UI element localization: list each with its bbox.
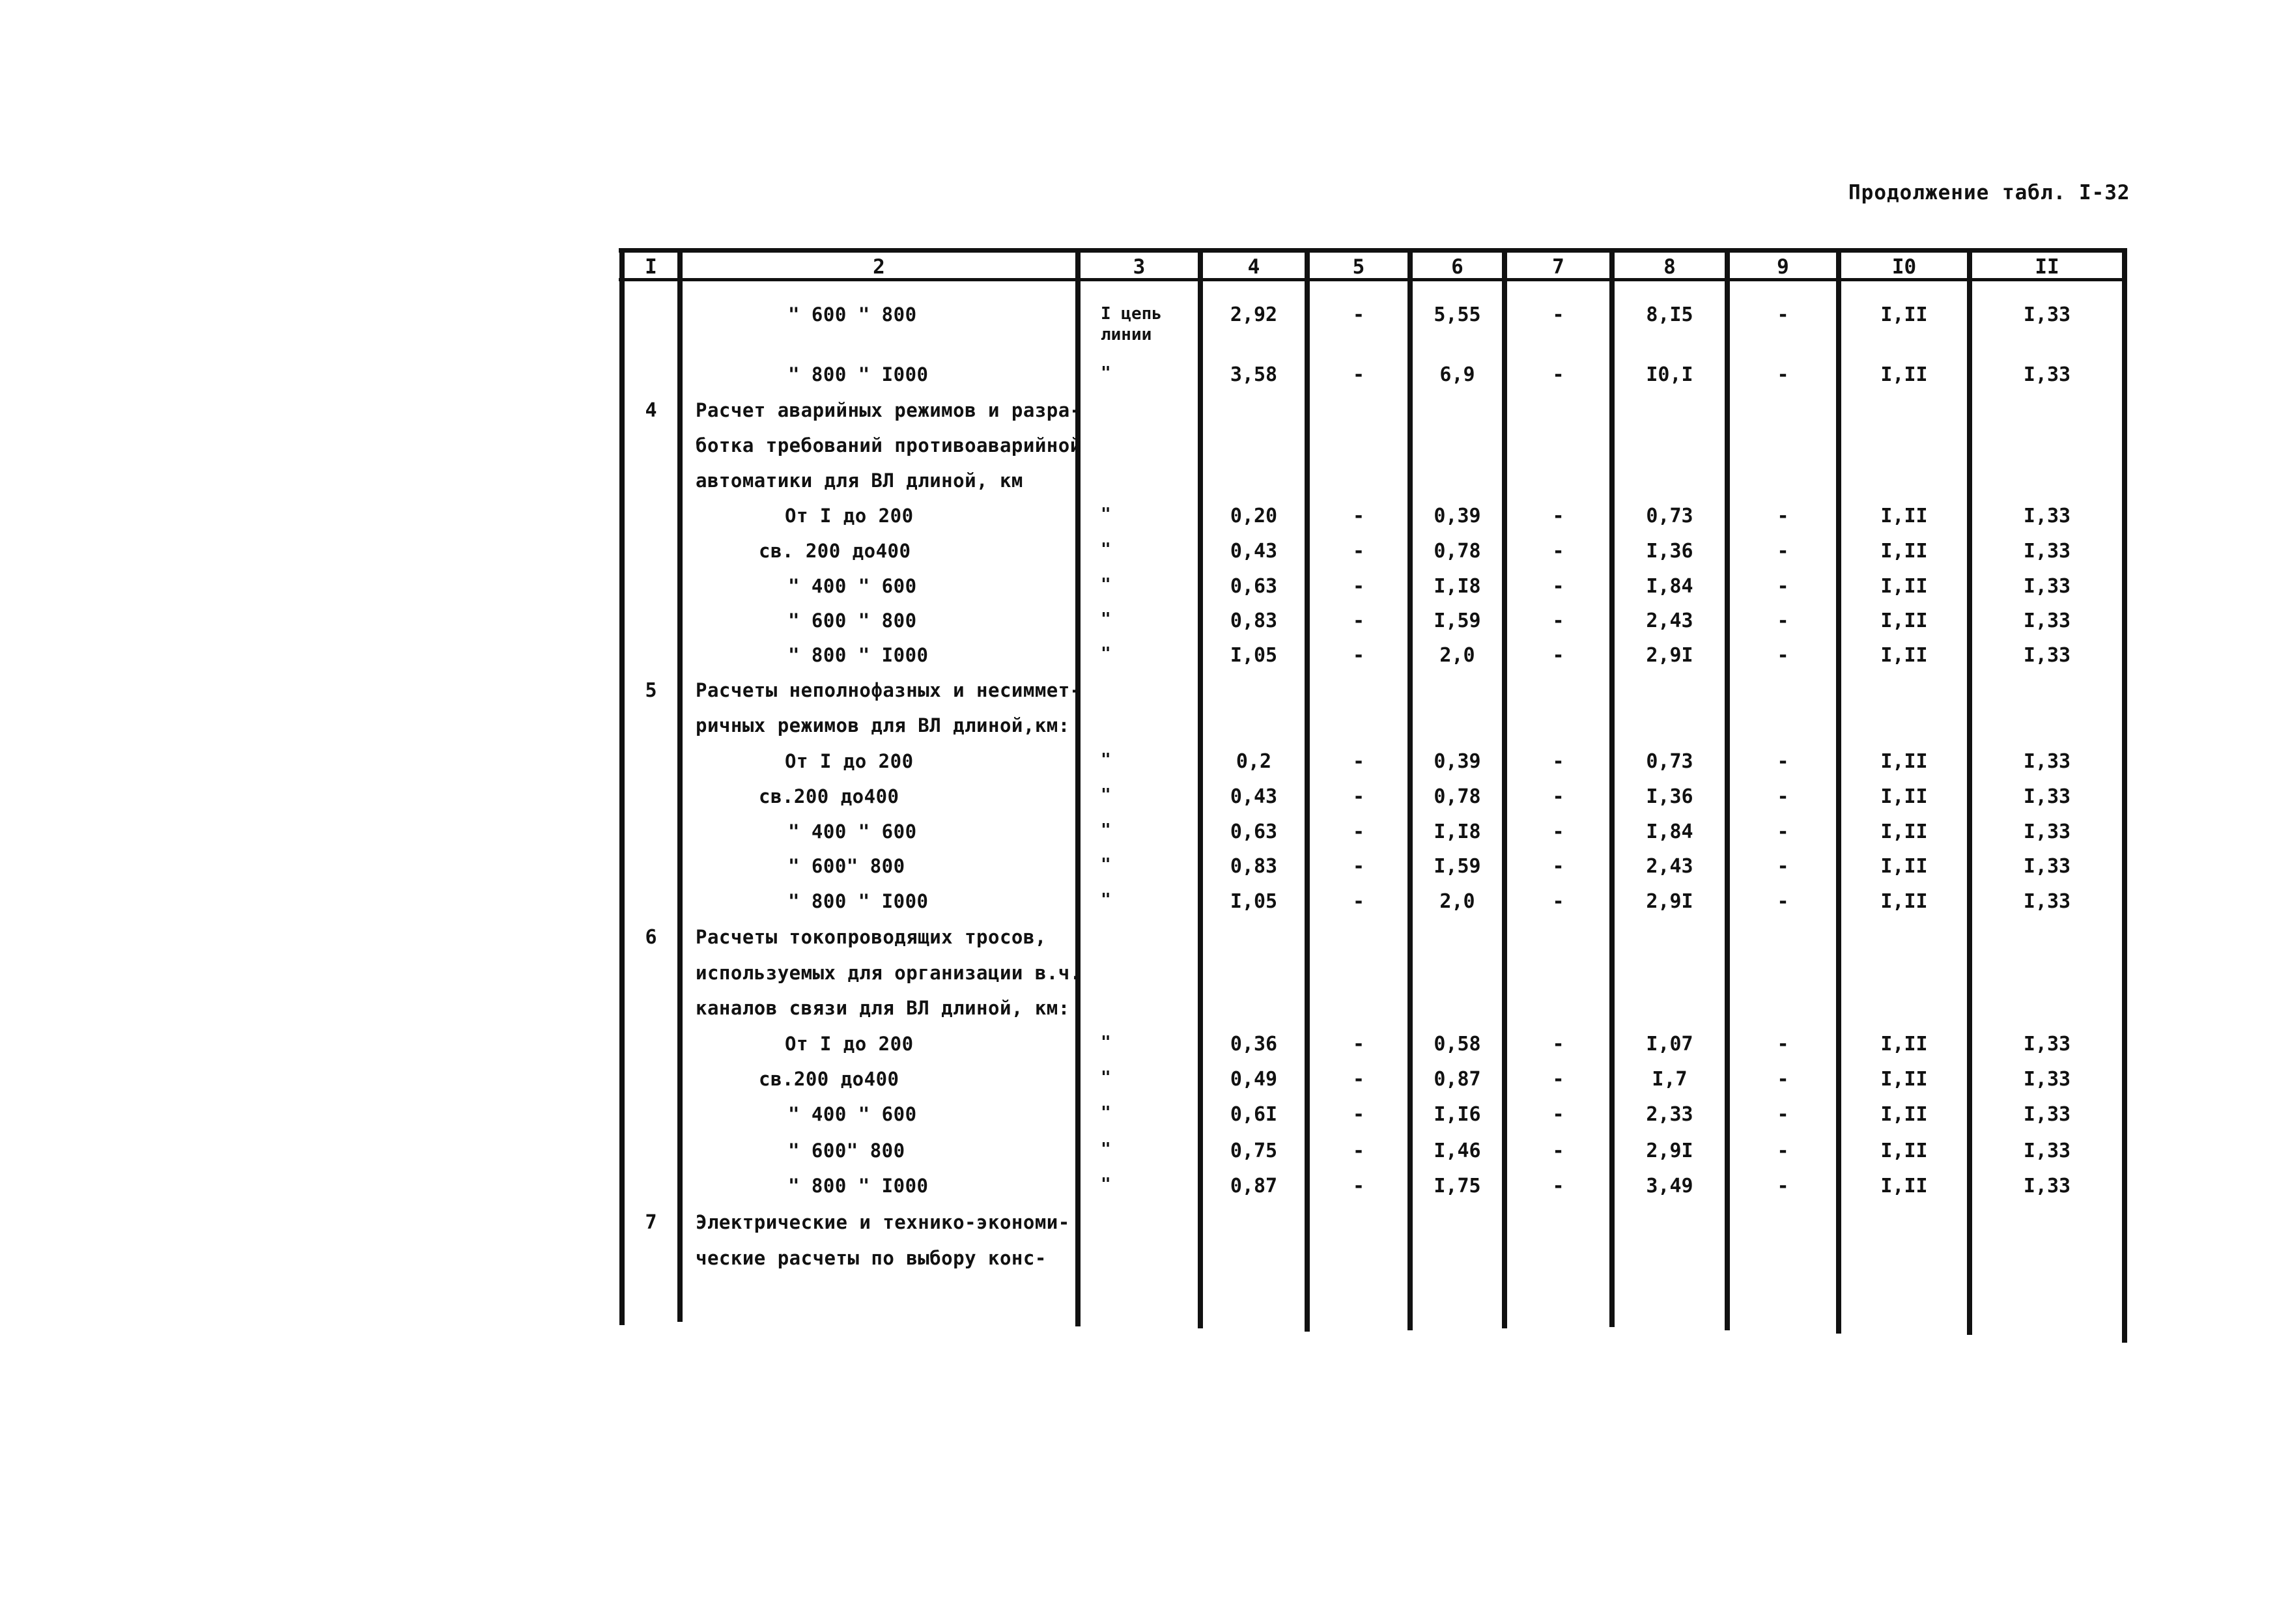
cell-col-7: - bbox=[1552, 644, 1564, 667]
cell-col-9: - bbox=[1777, 1103, 1789, 1126]
cell-col-10: I,II bbox=[1880, 855, 1928, 878]
column-header-4: 4 bbox=[1247, 255, 1260, 279]
cell-col-7: - bbox=[1552, 609, 1564, 632]
column-header-9: 9 bbox=[1777, 255, 1789, 279]
cell-col-8: 2,43 bbox=[1646, 609, 1693, 632]
cell-col-3: " bbox=[1101, 1068, 1111, 1087]
cell-col-10: I,II bbox=[1880, 1140, 1928, 1162]
cell-col-3: " bbox=[1101, 1140, 1111, 1159]
table-continuation-caption: Продолжение табл. I-32 bbox=[1848, 181, 2130, 204]
cell-col-7: - bbox=[1552, 303, 1564, 326]
cell-col-11: I,33 bbox=[2023, 1140, 2071, 1162]
cell-col-3: " bbox=[1101, 1175, 1111, 1194]
cell-col-10: I,II bbox=[1880, 1103, 1928, 1126]
cell-col-11: I,33 bbox=[2023, 1103, 2071, 1126]
cell-col-6: 2,0 bbox=[1439, 644, 1475, 667]
cell-col-6: 6,9 bbox=[1439, 363, 1475, 386]
cell-col-2: " 800 " I000 bbox=[788, 1175, 929, 1197]
cell-col-8: 8,I5 bbox=[1646, 303, 1693, 326]
cell-col-7: - bbox=[1552, 540, 1564, 563]
cell-col-5: - bbox=[1352, 1140, 1365, 1162]
cell-col-7: - bbox=[1552, 1068, 1564, 1091]
cell-col-2: " 600" 800 bbox=[788, 855, 905, 877]
cell-col-7: - bbox=[1552, 575, 1564, 598]
cell-col-6: 0,39 bbox=[1434, 505, 1481, 527]
cell-col-2: " 600" 800 bbox=[788, 1140, 905, 1162]
cell-col-3: " bbox=[1101, 820, 1111, 840]
cell-col-6: I,46 bbox=[1434, 1140, 1481, 1162]
cell-col-2: используемых для организации в.ч. bbox=[696, 962, 1082, 984]
cell-col-5: - bbox=[1352, 609, 1365, 632]
cell-col-11: I,33 bbox=[2023, 609, 2071, 632]
cell-col-7: - bbox=[1552, 1175, 1564, 1197]
cell-col-10: I,II bbox=[1880, 575, 1928, 598]
cell-col-7: - bbox=[1552, 505, 1564, 527]
cell-col-11: I,33 bbox=[2023, 750, 2071, 773]
cell-col-2: " 800 " I000 bbox=[788, 644, 929, 666]
cell-col-10: I,II bbox=[1880, 750, 1928, 773]
cell-col-8: 2,9I bbox=[1646, 890, 1693, 913]
cell-col-10: I,II bbox=[1880, 540, 1928, 563]
cell-col-3: " bbox=[1101, 890, 1111, 910]
cell-col-7: - bbox=[1552, 1140, 1564, 1162]
cell-col-8: 0,73 bbox=[1646, 750, 1693, 773]
cell-col-9: - bbox=[1777, 890, 1789, 913]
cell-col-7: - bbox=[1552, 855, 1564, 878]
cell-col-5: - bbox=[1352, 1103, 1365, 1126]
cell-col-5: - bbox=[1352, 820, 1365, 843]
cell-col-2: автоматики для ВЛ длиной, км bbox=[696, 469, 1023, 492]
column-header-1: I bbox=[645, 255, 657, 279]
cell-col-11: I,33 bbox=[2023, 785, 2071, 808]
cell-col-5: - bbox=[1352, 575, 1365, 598]
cell-col-4: 0,43 bbox=[1230, 540, 1278, 563]
cell-col-4: 3,58 bbox=[1230, 363, 1278, 386]
cell-col-2: ческие расчеты по выбору конс- bbox=[696, 1247, 1047, 1269]
cell-col-3: " bbox=[1101, 575, 1111, 595]
cell-col-11: I,33 bbox=[2023, 855, 2071, 878]
cell-col-3: " bbox=[1101, 505, 1111, 524]
cell-col-5: - bbox=[1352, 1033, 1365, 1056]
column-header-8: 8 bbox=[1663, 255, 1676, 279]
cell-col-3: " bbox=[1101, 785, 1111, 805]
cell-col-8: 2,9I bbox=[1646, 1140, 1693, 1162]
cell-col-2: каналов связи для ВЛ длиной, км: bbox=[696, 997, 1070, 1019]
cell-col-10: I,II bbox=[1880, 644, 1928, 667]
cell-col-2: " 400 " 600 bbox=[788, 1103, 917, 1125]
cell-col-6: I,I8 bbox=[1434, 575, 1481, 598]
cell-col-8: I0,I bbox=[1646, 363, 1693, 386]
cell-col-5: - bbox=[1352, 505, 1365, 527]
cell-col-10: I,II bbox=[1880, 303, 1928, 326]
cell-col-7: - bbox=[1552, 890, 1564, 913]
cell-col-9: - bbox=[1777, 1068, 1789, 1091]
cell-col-2: св.200 до400 bbox=[759, 785, 899, 807]
cell-col-11: I,33 bbox=[2023, 1033, 2071, 1056]
cell-col-11: I,33 bbox=[2023, 363, 2071, 386]
column-header-11: II bbox=[2035, 255, 2059, 279]
cell-col-7: - bbox=[1552, 750, 1564, 773]
cell-col-3: " bbox=[1101, 609, 1111, 629]
cell-col-5: - bbox=[1352, 855, 1365, 878]
cell-col-6: 5,55 bbox=[1434, 303, 1481, 326]
cell-col-11: I,33 bbox=[2023, 1175, 2071, 1197]
cell-col-6: 0,87 bbox=[1434, 1068, 1481, 1091]
cell-col-10: I,II bbox=[1880, 890, 1928, 913]
cell-col-4: 0,20 bbox=[1230, 505, 1278, 527]
cell-col-2: " 600 " 800 bbox=[788, 609, 917, 632]
cell-col-11: I,33 bbox=[2023, 540, 2071, 563]
cell-col-8: I,07 bbox=[1646, 1033, 1693, 1056]
cell-col-1: 7 bbox=[645, 1211, 657, 1234]
cell-col-9: - bbox=[1777, 505, 1789, 527]
cell-col-4: 0,75 bbox=[1230, 1140, 1278, 1162]
cell-col-10: I,II bbox=[1880, 363, 1928, 386]
cell-col-4: 0,43 bbox=[1230, 785, 1278, 808]
cell-col-6: 0,78 bbox=[1434, 785, 1481, 808]
cell-col-10: I,II bbox=[1880, 1068, 1928, 1091]
cell-col-5: - bbox=[1352, 890, 1365, 913]
column-header-5: 5 bbox=[1352, 255, 1365, 279]
cell-col-8: 3,49 bbox=[1646, 1175, 1693, 1197]
cell-col-2: " 800 " I000 bbox=[788, 363, 929, 385]
cell-col-7: - bbox=[1552, 1103, 1564, 1126]
cell-col-3: " bbox=[1101, 363, 1111, 383]
cell-col-4: 0,36 bbox=[1230, 1033, 1278, 1056]
cell-col-5: - bbox=[1352, 1175, 1365, 1197]
column-header-6: 6 bbox=[1451, 255, 1463, 279]
cell-col-2: св. 200 до400 bbox=[759, 540, 911, 562]
cell-col-2: св.200 до400 bbox=[759, 1068, 899, 1090]
cell-col-6: I,75 bbox=[1434, 1175, 1481, 1197]
cell-col-4: 0,6I bbox=[1230, 1103, 1278, 1126]
cell-col-6: 2,0 bbox=[1439, 890, 1475, 913]
cell-col-6: I,I8 bbox=[1434, 820, 1481, 843]
cell-col-6: I,59 bbox=[1434, 609, 1481, 632]
cell-col-5: - bbox=[1352, 303, 1365, 326]
cell-col-10: I,II bbox=[1880, 1175, 1928, 1197]
column-header-7: 7 bbox=[1552, 255, 1564, 279]
column-header-10: I0 bbox=[1891, 255, 1917, 279]
cell-col-4: 0,83 bbox=[1230, 855, 1278, 878]
cell-col-5: - bbox=[1352, 644, 1365, 667]
column-header-2: 2 bbox=[873, 255, 885, 279]
cell-col-3: " bbox=[1101, 1103, 1111, 1123]
cell-col-4: 2,92 bbox=[1230, 303, 1278, 326]
cell-col-11: I,33 bbox=[2023, 820, 2071, 843]
cell-col-2: От I до 200 bbox=[785, 750, 914, 772]
cell-col-9: - bbox=[1777, 750, 1789, 773]
cell-col-6: 0,39 bbox=[1434, 750, 1481, 773]
cell-col-2: " 400 " 600 bbox=[788, 575, 917, 597]
cell-col-11: I,33 bbox=[2023, 575, 2071, 598]
cell-col-9: - bbox=[1777, 1175, 1789, 1197]
cell-col-9: - bbox=[1777, 363, 1789, 386]
cell-col-10: I,II bbox=[1880, 820, 1928, 843]
cell-col-4: 0,87 bbox=[1230, 1175, 1278, 1197]
cell-col-8: I,84 bbox=[1646, 820, 1693, 843]
cell-col-2: " 800 " I000 bbox=[788, 890, 929, 912]
cell-col-7: - bbox=[1552, 820, 1564, 843]
cell-col-6: 0,58 bbox=[1434, 1033, 1481, 1056]
column-header-3: 3 bbox=[1133, 255, 1146, 279]
cell-col-3: " bbox=[1101, 855, 1111, 875]
cell-col-4: 0,2 bbox=[1236, 750, 1272, 773]
cell-col-8: I,7 bbox=[1652, 1068, 1688, 1091]
cell-col-2: От I до 200 bbox=[785, 1033, 914, 1055]
cell-col-9: - bbox=[1777, 820, 1789, 843]
cell-col-11: I,33 bbox=[2023, 1068, 2071, 1091]
cell-col-9: - bbox=[1777, 609, 1789, 632]
cell-col-3: I цепь линии bbox=[1101, 304, 1162, 344]
cell-col-10: I,II bbox=[1880, 609, 1928, 632]
cell-col-7: - bbox=[1552, 785, 1564, 808]
cell-col-10: I,II bbox=[1880, 1033, 1928, 1056]
cell-col-7: - bbox=[1552, 363, 1564, 386]
cell-col-6: 0,78 bbox=[1434, 540, 1481, 563]
cell-col-9: - bbox=[1777, 855, 1789, 878]
cell-col-8: I,36 bbox=[1646, 785, 1693, 808]
cell-col-2: Расчет аварийных режимов и разра- bbox=[696, 399, 1082, 421]
cell-col-5: - bbox=[1352, 750, 1365, 773]
cell-col-9: - bbox=[1777, 540, 1789, 563]
cell-col-9: - bbox=[1777, 644, 1789, 667]
cell-col-9: - bbox=[1777, 575, 1789, 598]
cell-col-4: I,05 bbox=[1230, 644, 1278, 667]
cell-col-3: " bbox=[1101, 1033, 1111, 1052]
cell-col-5: - bbox=[1352, 540, 1365, 563]
cell-col-5: - bbox=[1352, 785, 1365, 808]
cell-col-5: - bbox=[1352, 363, 1365, 386]
cell-col-4: 0,63 bbox=[1230, 575, 1278, 598]
cell-col-3: " bbox=[1101, 540, 1111, 559]
cell-col-8: 2,43 bbox=[1646, 855, 1693, 878]
cell-col-2: ботка требований противоаварийной bbox=[696, 434, 1082, 456]
cell-col-4: I,05 bbox=[1230, 890, 1278, 913]
cell-col-2: Электрические и технико-экономи- bbox=[696, 1211, 1070, 1233]
cell-col-8: 2,9I bbox=[1646, 644, 1693, 667]
table-top-rule bbox=[619, 248, 2127, 253]
cell-col-11: I,33 bbox=[2023, 505, 2071, 527]
cell-col-7: - bbox=[1552, 1033, 1564, 1056]
cell-col-1: 5 bbox=[645, 679, 657, 702]
cell-col-8: 0,73 bbox=[1646, 505, 1693, 527]
cell-col-2: ричных режимов для ВЛ длиной,км: bbox=[696, 714, 1070, 736]
cell-col-2: " 600 " 800 bbox=[788, 303, 917, 326]
cell-col-1: 4 bbox=[645, 399, 657, 422]
cell-col-8: 2,33 bbox=[1646, 1103, 1693, 1126]
cell-col-9: - bbox=[1777, 303, 1789, 326]
cell-col-9: - bbox=[1777, 785, 1789, 808]
cell-col-9: - bbox=[1777, 1140, 1789, 1162]
cell-col-11: I,33 bbox=[2023, 303, 2071, 326]
cell-col-8: I,36 bbox=[1646, 540, 1693, 563]
cell-col-2: Расчеты токопроводящих тросов, bbox=[696, 926, 1047, 948]
cell-col-6: I,59 bbox=[1434, 855, 1481, 878]
cell-col-10: I,II bbox=[1880, 785, 1928, 808]
cell-col-8: I,84 bbox=[1646, 575, 1693, 598]
cell-col-6: I,I6 bbox=[1434, 1103, 1481, 1126]
cell-col-11: I,33 bbox=[2023, 890, 2071, 913]
cell-col-4: 0,83 bbox=[1230, 609, 1278, 632]
cell-col-10: I,II bbox=[1880, 505, 1928, 527]
cell-col-4: 0,63 bbox=[1230, 820, 1278, 843]
cell-col-2: От I до 200 bbox=[785, 505, 914, 527]
cell-col-2: " 400 " 600 bbox=[788, 820, 917, 843]
cell-col-5: - bbox=[1352, 1068, 1365, 1091]
cell-col-9: - bbox=[1777, 1033, 1789, 1056]
cell-col-3: " bbox=[1101, 750, 1111, 770]
cell-col-3: " bbox=[1101, 644, 1111, 664]
cell-col-1: 6 bbox=[645, 926, 657, 949]
cell-col-4: 0,49 bbox=[1230, 1068, 1278, 1091]
cell-col-11: I,33 bbox=[2023, 644, 2071, 667]
cell-col-2: Расчеты неполнофазных и несиммет- bbox=[696, 679, 1082, 701]
